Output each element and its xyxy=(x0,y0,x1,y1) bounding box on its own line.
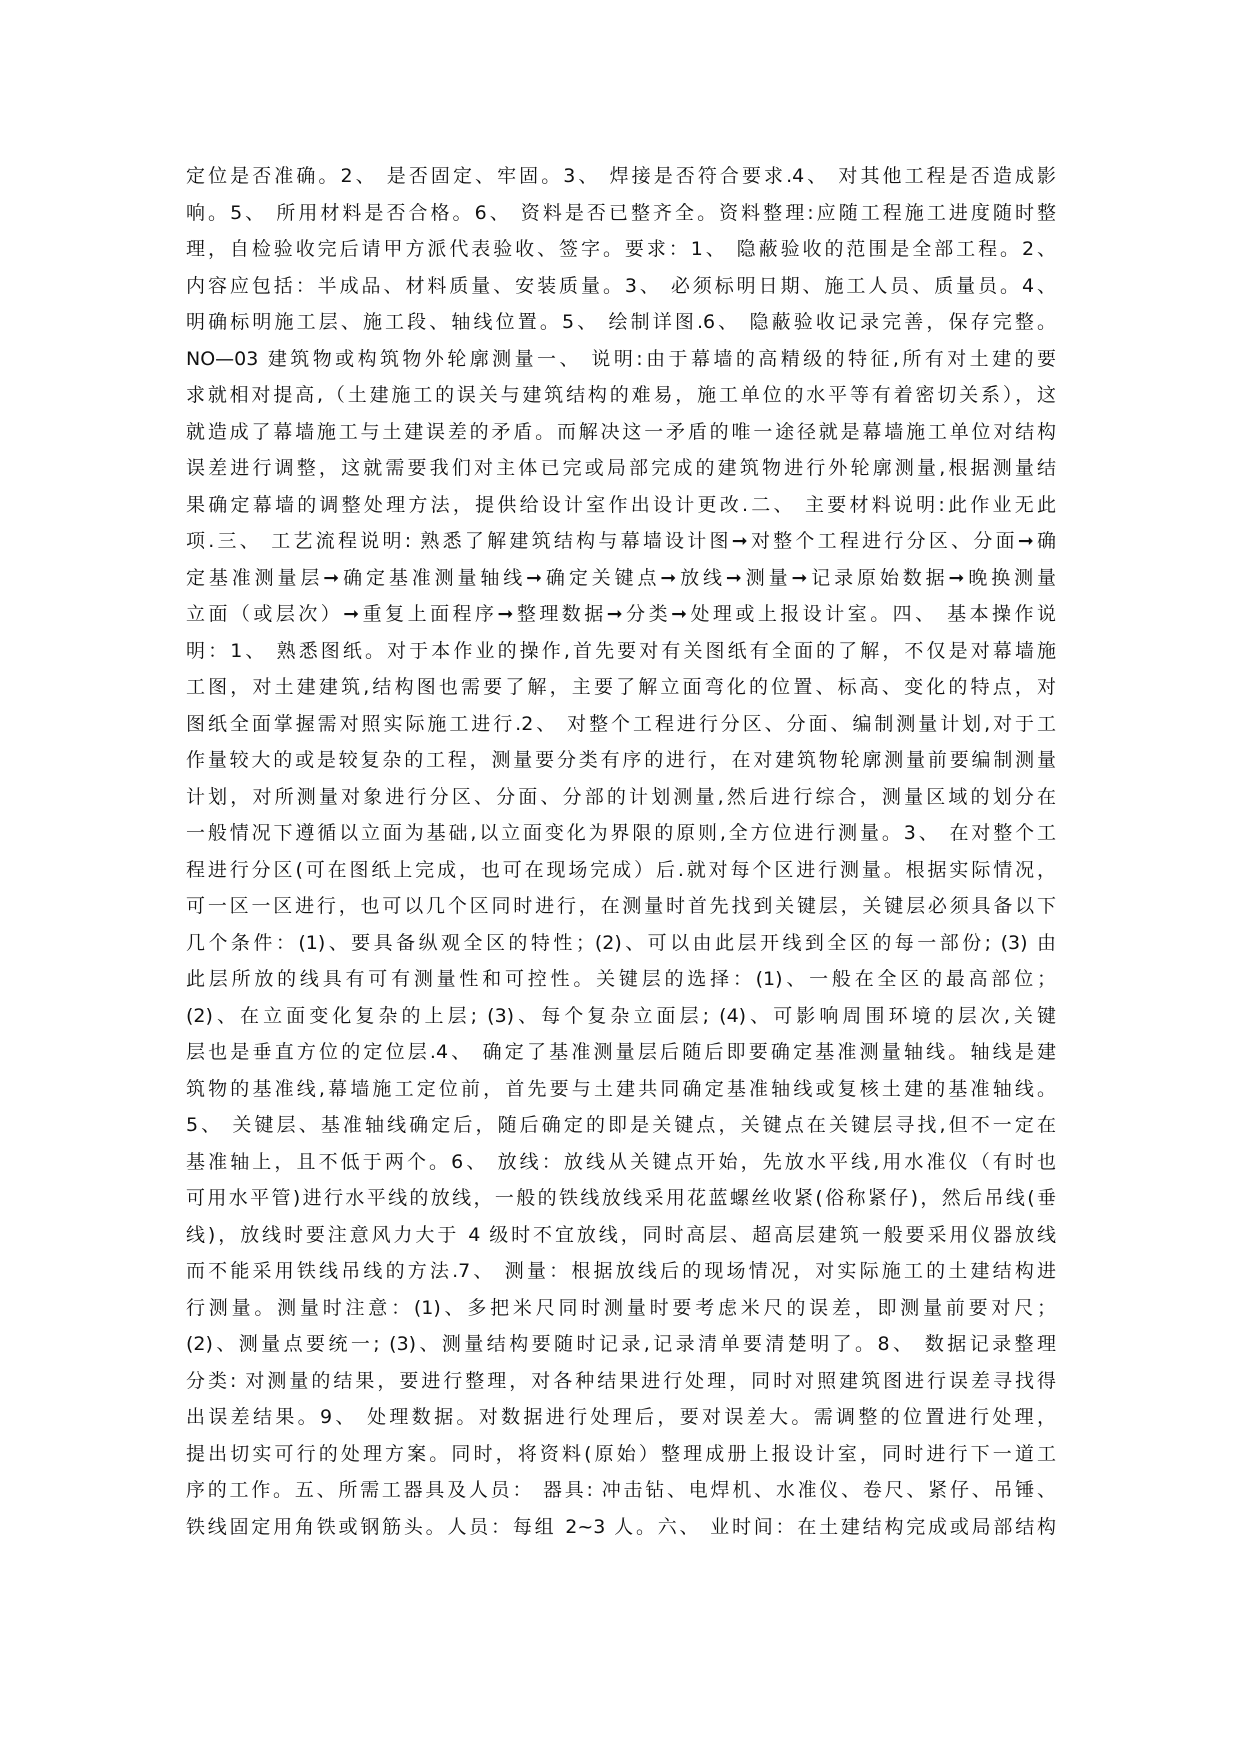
text-line: 工图，对土建建筑,结构图也需要了解，主要了解立面弯化的位置、标高、变化的特点，对 xyxy=(186,676,1056,698)
text-line: (2)、在立面变化复杂的上层; (3)、每个复杂立面层; (4)、可影响周围环境的层次,关键 xyxy=(186,1004,1056,1027)
text-line: 明：1、 熟悉图纸。对于本作业的操作,首先要对有关图纸有全面的了解，不仅是对幕墙施 xyxy=(186,639,1056,662)
text-line: 理，自检验收完后请甲方派代表验收、签字。要求：1、 隐蔽验收的范围是全部工程。2、 xyxy=(186,238,1056,260)
text-line: 立面（或层次）➞重复上面程序➞整理数据➞分类➞处理或上报设计室。四、 基本操作说 xyxy=(186,603,1056,625)
text-line: 此层所放的线具有可有测量性和可控性。关键层的选择：(1)、一般在全区的最高部位； xyxy=(186,968,1056,990)
text-line: 分类: 对测量的结果，要进行整理，对各种结果进行处理，同时对照建筑图进行误差寻找得 xyxy=(186,1369,1056,1392)
text-line: 几个条件：(1)、要具备纵观全区的特性；(2)、可以由此层开线到全区的每一部份; (3) 由 xyxy=(186,931,1056,954)
text-line: (2)、测量点要统一; (3)、测量结构要随时记录,记录清单要清楚明了。8、 数据记录整理 xyxy=(186,1333,1056,1355)
text-line: 而不能采用铁线吊线的方法.7、 测量：根据放线后的现场情况，对实际施工的土建结构进 xyxy=(186,1260,1056,1282)
text-line: 可用水平管)进行水平线的放线，一般的铁线放线采用花蓝螺丝收紧(俗称紧仔)，然后吊线(垂 xyxy=(186,1187,1056,1209)
text-line: NO—03 建筑物或构筑物外轮廓测量一、 说明:由于幕墙的高精级的特征,所有对土建的要 xyxy=(186,347,1056,370)
text-line: 筑物的基准线,幕墙施工定位前，首先要与土建共同确定基准轴线或复核土建的基准轴线。 xyxy=(186,1077,1056,1100)
text-line: 铁线固定用角铁或钢筋头。人员：每组 2~3 人。六、 业时间：在土建结构完成或局部结构 xyxy=(186,1515,1056,1538)
text-line: 计划，对所测量对象进行分区、分面、分部的计划测量,然后进行综合，测量区域的划分在 xyxy=(186,785,1056,808)
text-line: 程进行分区(可在图纸上完成，也可在现场完成）后.就对每个区进行测量。根据实际情况， xyxy=(186,858,1056,881)
text-line: 项.三、 工艺流程说明: 熟悉了解建筑结构与幕墙设计图➞对整个工程进行分区、分面➞确 xyxy=(186,530,1056,552)
text-line: 5、 关键层、基准轴线确定后，随后确定的即是关键点，关键点在关键层寻找,但不一定在 xyxy=(186,1114,1056,1136)
text-line: 误差进行调整，这就需要我们对主体已完或局部完成的建筑物进行外轮廓测量,根据测量结 xyxy=(186,457,1056,479)
text-line: 定位是否准确。2、 是否固定、牢固。3、 焊接是否符合要求.4、 对其他工程是否造成影 xyxy=(186,165,1056,187)
text-line: 序的工作。五、所需工器具及人员： 器具: 冲击钻、电焊机、水准仪、卷尺、紧仔、吊锤、 xyxy=(186,1479,1056,1501)
text-line: 求就相对提高,（土建施工的误关与建筑结构的难易，施工单位的水平等有着密切关系），这 xyxy=(186,384,1056,406)
text-line: 一般情况下遵循以立面为基础,以立面变化为界限的原则,全方位进行测量。3、 在对整个工 xyxy=(186,822,1056,844)
text-line: 图纸全面掌握需对照实际施工进行.2、 对整个工程进行分区、分面、编制测量计划,对于工 xyxy=(186,712,1056,735)
text-line: 出误差结果。9、 处理数据。对数据进行处理后，要对误差大。需调整的位置进行处理， xyxy=(186,1406,1056,1428)
text-line: 层也是垂直方位的定位层.4、 确定了基准测量层后随后即要确定基准测量轴线。轴线是建 xyxy=(186,1041,1056,1063)
text-line: 作量较大的或是较复杂的工程，测量要分类有序的进行，在对建筑物轮廓测量前要编制测量 xyxy=(186,749,1056,771)
text-line: 内容应包括：半成品、材料质量、安装质量。3、 必须标明日期、施工人员、质量员。4、 xyxy=(186,274,1056,297)
text-line: 提出切实可行的处理方案。同时，将资料(原始）整理成册上报设计室，同时进行下一道工 xyxy=(186,1442,1056,1465)
text-line: 基准轴上，且不低于两个。6、 放线：放线从关键点开始，先放水平线,用水准仪（有时也 xyxy=(186,1150,1056,1173)
text-line: 就造成了幕墙施工与土建误差的矛盾。而解决这一矛盾的唯一途径就是幕墙施工单位对结构 xyxy=(186,420,1056,443)
text-line: 可一区一区进行，也可以几个区同时进行，在测量时首先找到关键层，关键层必须具备以下 xyxy=(186,895,1056,917)
text-line: 行测量。测量时注意：(1)、多把米尺同时测量时要考虑米尺的误差，即测量前要对尺； xyxy=(186,1296,1056,1319)
text-line: 定基准测量层➞确定基准测量轴线➞确定关键点➞放线➞测量➞记录原始数据➞晚换测量 xyxy=(186,566,1056,589)
text-line: 果确定幕墙的调整处理方法，提供给设计室作出设计更改.二、 主要材料说明:此作业无此 xyxy=(186,493,1056,516)
document-body-text xyxy=(186,158,1056,1545)
text-line: 响。5、 所用材料是否合格。6、 资料是否已整齐全。资料整理:应随工程施工进度随时整 xyxy=(186,201,1056,224)
text-line: 线)，放线时要注意风力大于 4 级时不宜放线，同时高层、超高层建筑一般要采用仪器放线 xyxy=(186,1223,1056,1246)
text-line: 明确标明施工层、施工段、轴线位置。5、 绘制详图.6、 隐蔽验收记录完善，保存完整。 xyxy=(186,311,1056,333)
